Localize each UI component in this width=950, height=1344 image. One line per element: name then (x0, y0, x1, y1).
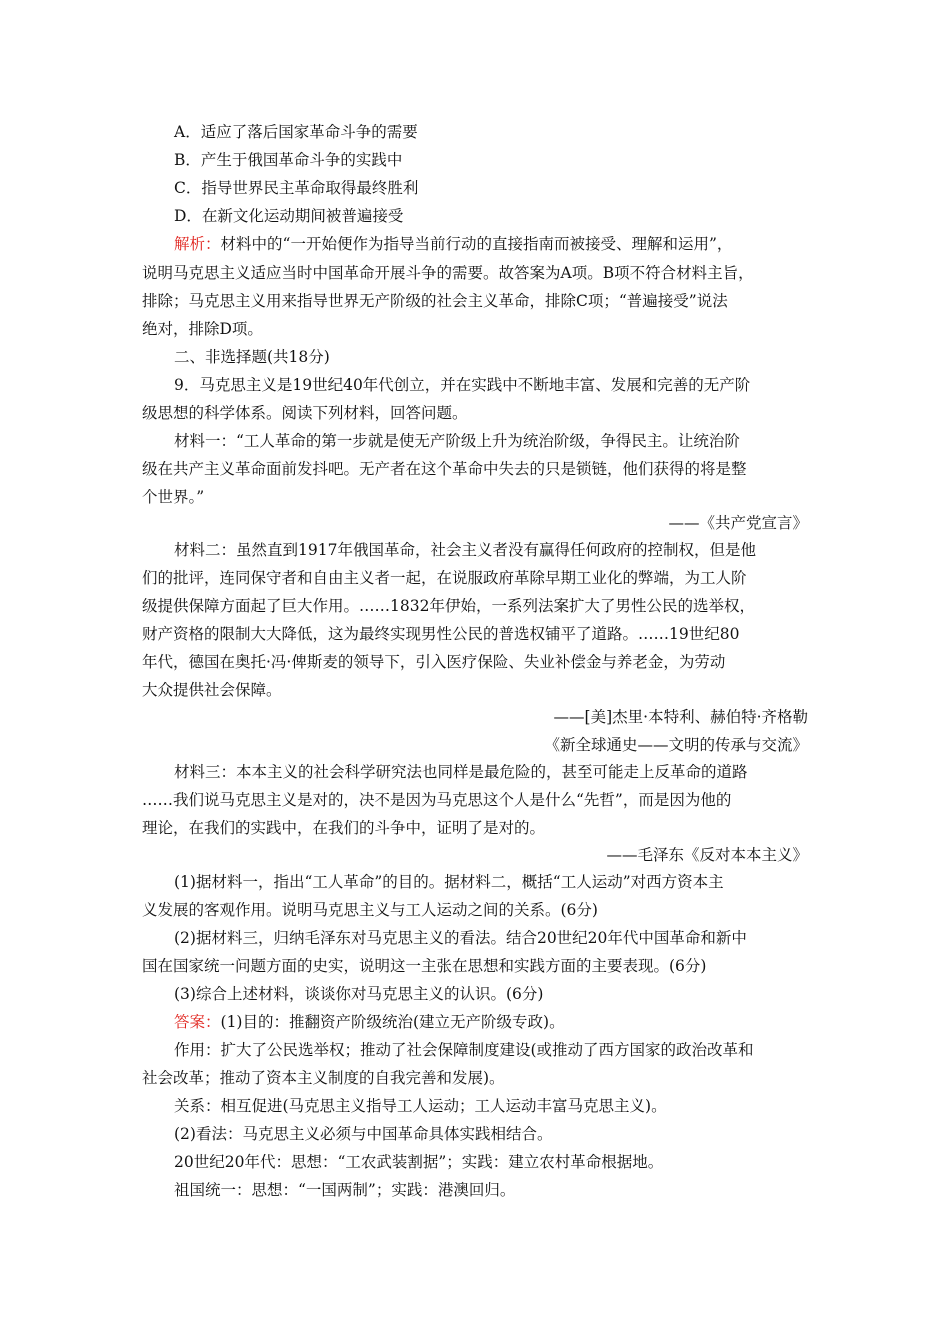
material1-line: 材料一：“工人革命的第一步就是使无产阶级上升为统治阶级，争得民主。让统治阶 (174, 432, 740, 450)
material2-line: 年代，德国在奥托·冯·俾斯麦的领导下，引入医疗保险、失业补偿金与养老金，为劳动 (142, 653, 726, 671)
material3-line: 理论，在我们的实践中，在我们的斗争中，证明了是对的。 (142, 819, 546, 837)
answer-view: (2)看法：马克思主义必须与中国革命具体实践相结合。 (174, 1125, 553, 1143)
subquestion-1: (1)据材料一，指出“工人革命”的目的。据材料二，概括“工人运动”对西方资本主 (174, 873, 724, 891)
subquestion-1: 义发展的客观作用。说明马克思主义与工人运动之间的关系。(6分) (142, 901, 598, 919)
answer-twenties: 20世纪20年代：思想：“工农武装割据”；实践：建立农村革命根据地。 (174, 1153, 664, 1171)
analysis-line (174, 233, 732, 255)
material1-line: 级在共产主义革命面前发抖吧。无产者在这个革命中失去的只是锁链，他们获得的将是整 (142, 460, 747, 478)
material1-source: ——《共产党宣言》 (668, 514, 808, 532)
option-d: D．在新文化运动期间被普遍接受 (174, 207, 404, 225)
material2-line: 大众提供社会保障。 (142, 681, 282, 699)
material2-source: ——[美]杰里·本特利、赫伯特·齐格勒 (553, 708, 808, 726)
option-c: C．指导世界民主革命取得最终胜利 (174, 179, 419, 197)
subquestion-2: (2)据材料三，归纳毛泽东对马克思主义的看法。结合20世纪20年代中国革命和新中 (174, 929, 747, 947)
material2-line: 财产资格的限制大大降低，这为最终实现男性公民的普选权铺平了道路。……19世纪80 (142, 625, 740, 643)
option-b: B．产生于俄国革命斗争的实践中 (174, 151, 403, 169)
analysis-line: 排除；马克思主义用来指导世界无产阶级的社会主义革命，排除C项；“普遍接受”说法 (142, 292, 728, 310)
material2-line: 们的批评，连同保守者和自由主义者一起，在说服政府革除早期工业化的弊端，为工人阶 (142, 569, 747, 587)
material2-book-title: 《新全球通史——文明的传承与交流》 (544, 736, 808, 754)
analysis-line: 绝对，排除D项。 (142, 320, 263, 338)
material2-line: 材料二：虽然直到1917年俄国革命，社会主义者没有赢得任何政府的控制权，但是他 (174, 541, 756, 559)
answer-text: (1)目的：推翻资产阶级统治(建立无产阶级专政)。 (220, 1013, 565, 1031)
answer-effect: 社会改革；推动了资本主义制度的自我完善和发展)。 (142, 1069, 505, 1087)
section-title: 二、非选择题(共18分) (174, 348, 330, 366)
question-line: 9．马克思主义是19世纪40年代创立，并在实践中不断地丰富、发展和完善的无产阶 (174, 376, 751, 394)
question-line: 级思想的科学体系。阅读下列材料，回答问题。 (142, 404, 468, 422)
material3-line: ……我们说马克思主义是对的，决不是因为马克思这个人是什么“先哲”，而是因为他的 (142, 791, 732, 809)
material3-source: ——毛泽东《反对本本主义》 (606, 846, 808, 864)
material2-line: 级提供保障方面起了巨大作用。……1832年伊始，一系列法案扩大了男性公民的选举权， (142, 597, 755, 615)
answer-line (174, 1011, 565, 1033)
material1-line: 个世界。” (142, 488, 205, 506)
answer-label: 答案： (174, 1013, 221, 1031)
subquestion-3: (3)综合上述材料，谈谈你对马克思主义的认识。(6分) (174, 985, 544, 1003)
answer-unification: 祖国统一：思想：“一国两制”；实践：港澳回归。 (174, 1181, 516, 1199)
analysis-label: 解析： (174, 235, 221, 253)
answer-relation: 关系：相互促进(马克思主义指导工人运动；工人运动丰富马克思主义)。 (174, 1097, 667, 1115)
analysis-line: 说明马克思主义适应当时中国革命开展斗争的需要。故答案为A项。B项不符合材料主旨， (142, 264, 754, 282)
material3-line: 材料三：本本主义的社会科学研究法也同样是最危险的，甚至可能走上反革命的道路 (174, 763, 748, 781)
subquestion-2: 国在国家统一问题方面的史实，说明这一主张在思想和实践方面的主要表现。(6分) (142, 957, 707, 975)
answer-effect: 作用：扩大了公民选举权；推动了社会保障制度建设(或推动了西方国家的政治改革和 (174, 1041, 754, 1059)
analysis-text: 材料中的“一开始便作为指导当前行动的直接指南而被接受、理解和运用”， (220, 235, 733, 253)
option-a: A．适应了落后国家革命斗争的需要 (174, 123, 418, 141)
